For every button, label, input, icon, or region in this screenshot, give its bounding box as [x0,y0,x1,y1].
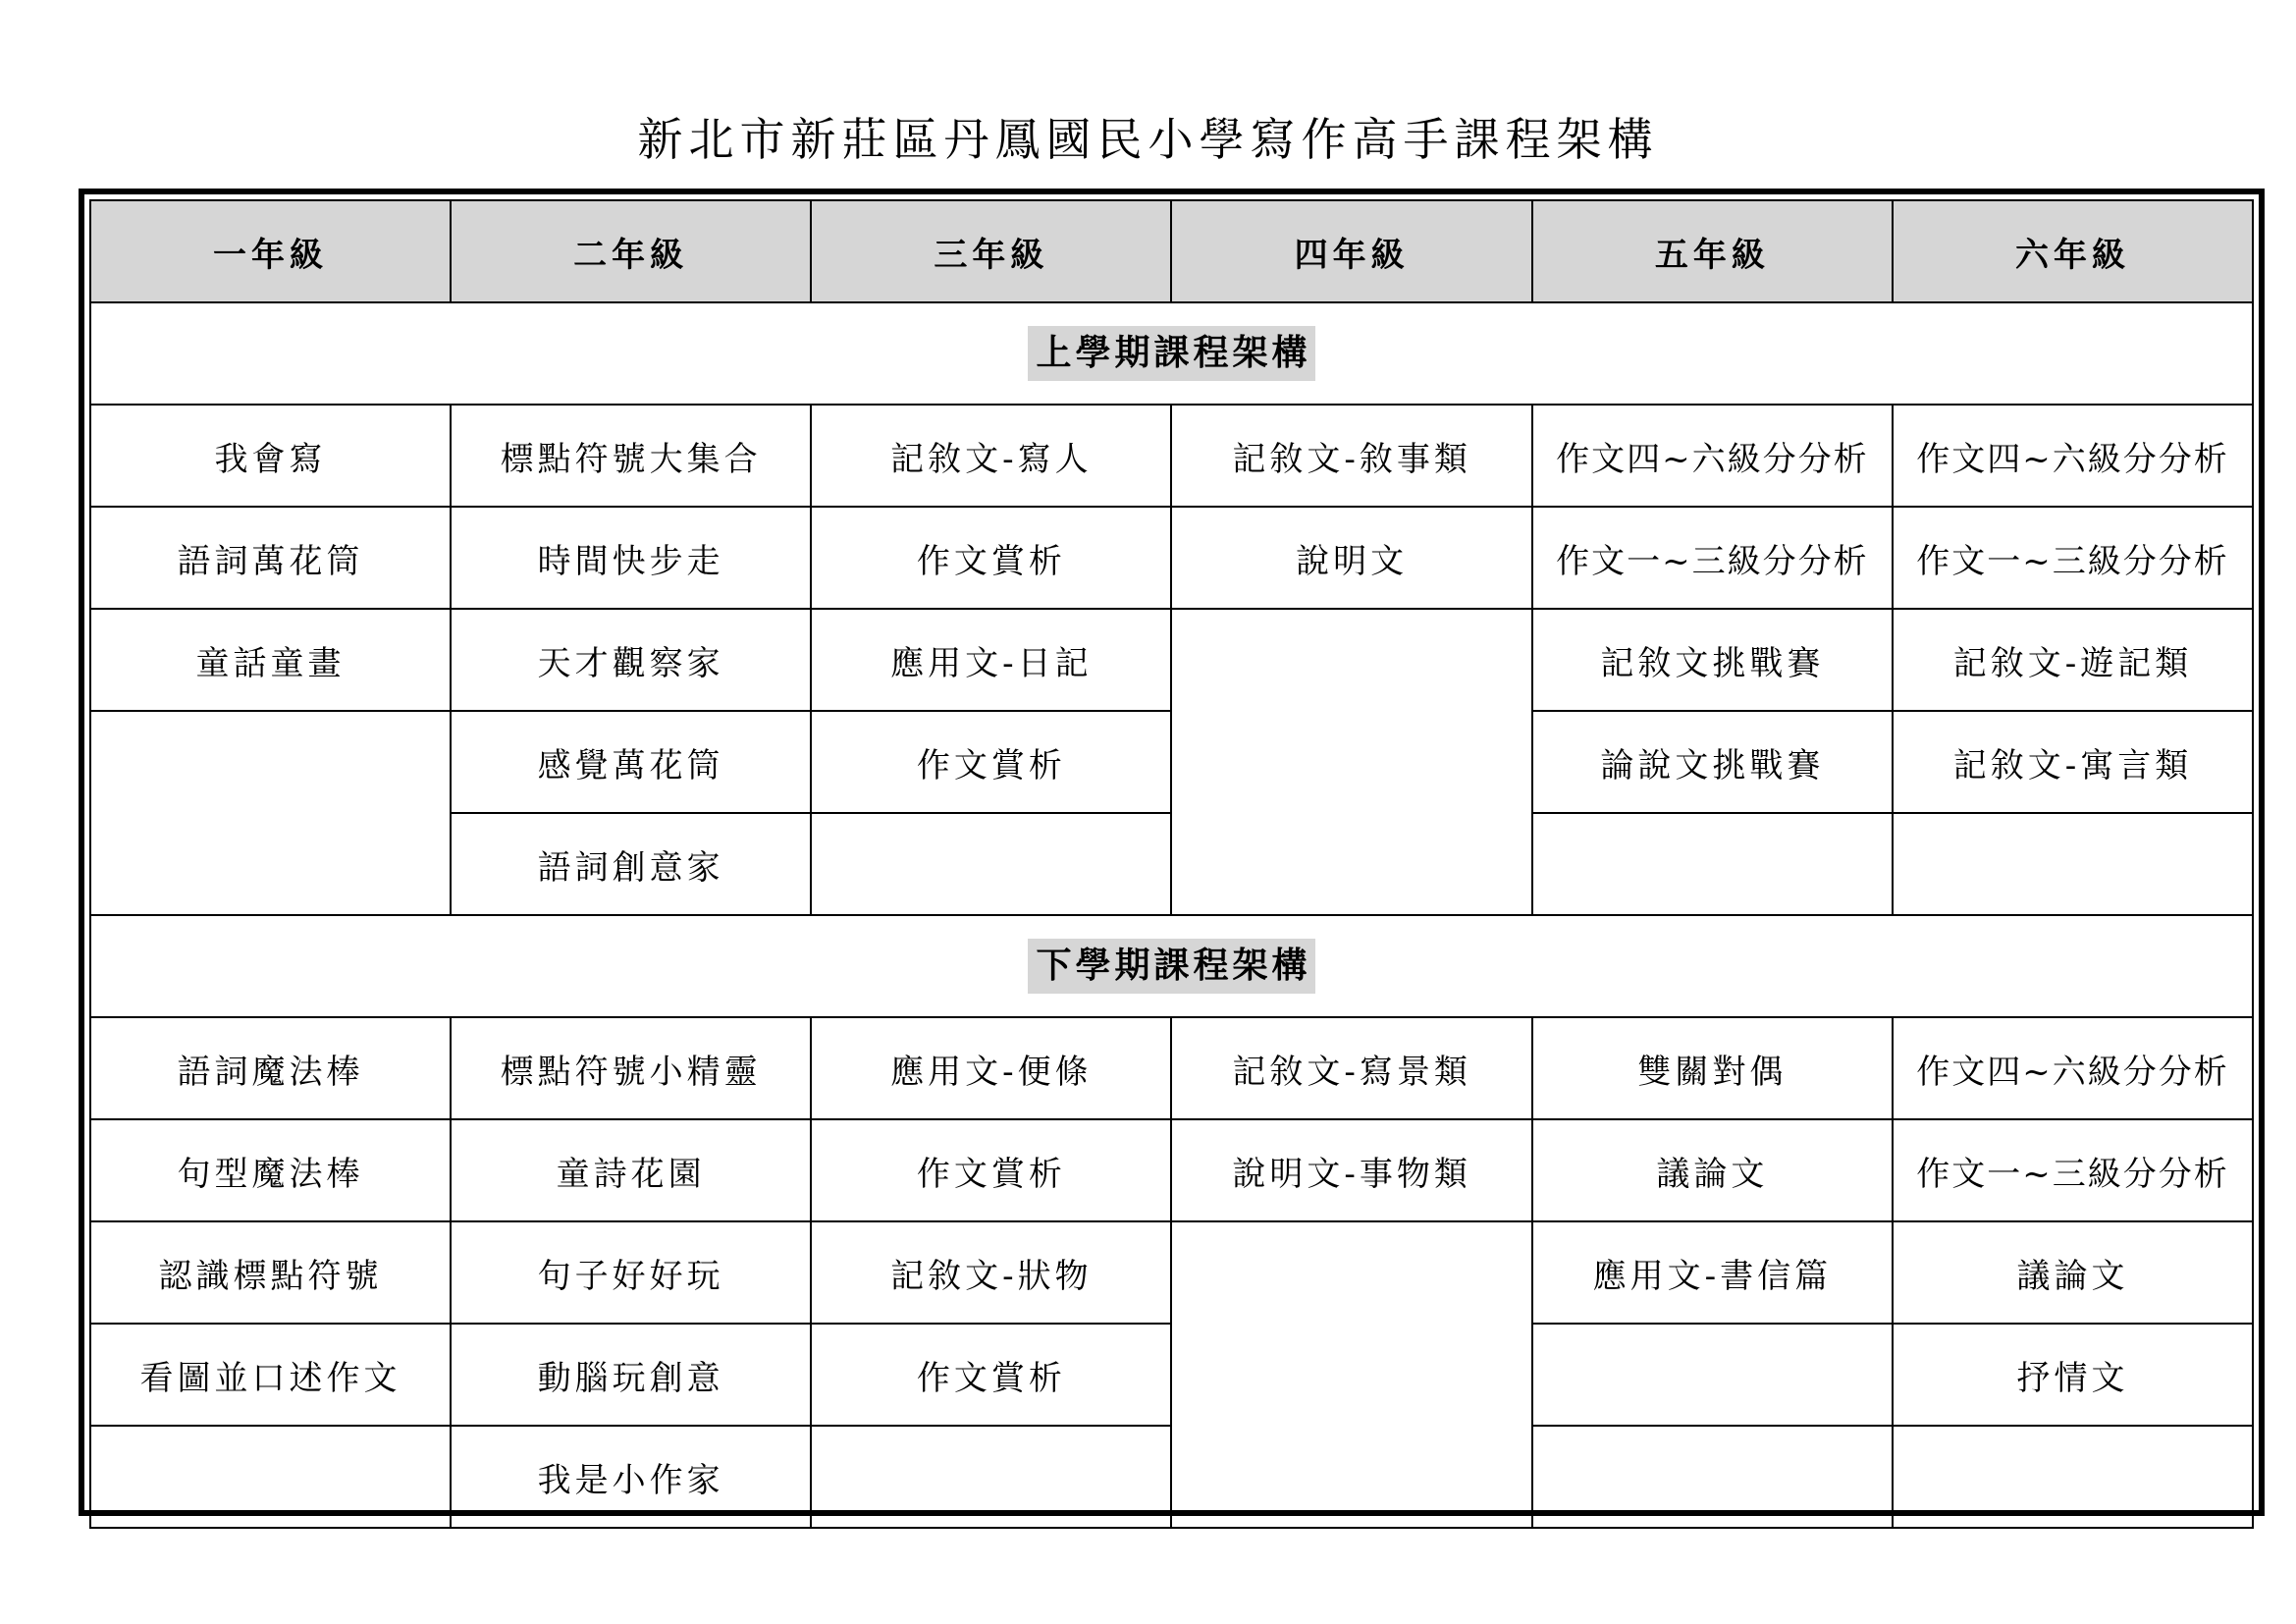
course-cell: 作文一~三級分分析 [1893,507,2253,609]
course-cell: 語詞萬花筒 [90,507,451,609]
table-row [90,609,2253,711]
course-cell: 記敘文-狀物 [811,1221,1171,1324]
course-cell: 認識標點符號 [90,1221,451,1324]
table-row [90,507,2253,609]
course-cell: 標點符號大集合 [451,405,811,507]
course-cell: 應用文-日記 [811,609,1171,711]
course-cell: 作文四~六級分分析 [1532,405,1893,507]
grade-header: 一年級 [90,200,451,302]
course-cell: 句型魔法棒 [90,1119,451,1221]
table-row [90,1221,2253,1324]
course-cell: 作文一~三級分分析 [1893,1119,2253,1221]
grade-header: 三年級 [811,200,1171,302]
course-cell: 雙關對偶 [1532,1017,1893,1119]
empty-cell [811,813,1171,915]
course-cell: 應用文-便條 [811,1017,1171,1119]
course-cell: 作文賞析 [811,1324,1171,1426]
table-row [90,1017,2253,1119]
empty-cell [90,1426,451,1528]
course-cell: 作文賞析 [811,711,1171,813]
semester-row [90,302,2253,405]
course-cell: 應用文-書信篇 [1532,1221,1893,1324]
empty-cell [1171,609,1531,915]
page-title: 新北市新莊區丹鳳國民小學寫作高手課程架構 [637,113,1659,166]
course-cell: 標點符號小精靈 [451,1017,811,1119]
empty-cell [1171,1221,1531,1528]
course-cell: 說明文 [1171,507,1531,609]
course-cell: 議論文 [1893,1221,2253,1324]
course-cell: 說明文-事物類 [1171,1119,1531,1221]
empty-cell [1532,1324,1893,1426]
table-row [90,1119,2253,1221]
course-cell: 議論文 [1532,1119,1893,1221]
course-cell: 童話童畫 [90,609,451,711]
course-cell: 動腦玩創意 [451,1324,811,1426]
course-cell: 作文賞析 [811,507,1171,609]
course-cell: 語詞創意家 [451,813,811,915]
grade-header-row [90,200,2253,302]
course-cell: 記敘文-寫景類 [1171,1017,1531,1119]
course-cell: 我是小作家 [451,1426,811,1528]
course-cell: 抒情文 [1893,1324,2253,1426]
table-row [90,405,2253,507]
course-cell: 時間快步走 [451,507,811,609]
empty-cell [1893,813,2253,915]
empty-cell [1532,813,1893,915]
course-cell: 語詞魔法棒 [90,1017,451,1119]
course-cell: 記敘文挑戰賽 [1532,609,1893,711]
course-cell: 作文四~六級分分析 [1893,405,2253,507]
empty-cell [811,1426,1171,1528]
curriculum-frame [79,189,2265,1516]
grade-header: 六年級 [1893,200,2253,302]
grade-header: 二年級 [451,200,811,302]
course-cell: 句子好好玩 [451,1221,811,1324]
semester-label-upper: 上學期課程架構 [1028,326,1314,381]
course-cell: 天才觀察家 [451,609,811,711]
semester-header-lower [90,915,2253,1017]
course-cell: 記敘文-敘事類 [1171,405,1531,507]
empty-cell [1532,1426,1893,1528]
semester-header-upper [90,302,2253,405]
course-cell: 作文四~六級分分析 [1893,1017,2253,1119]
course-cell: 作文賞析 [811,1119,1171,1221]
course-cell: 記敘文-寓言類 [1893,711,2253,813]
course-cell: 感覺萬花筒 [451,711,811,813]
empty-cell [90,711,451,915]
course-cell: 記敘文-遊記類 [1893,609,2253,711]
course-cell: 童詩花園 [451,1119,811,1221]
course-cell: 看圖並口述作文 [90,1324,451,1426]
grade-header: 四年級 [1171,200,1531,302]
course-cell: 記敘文-寫人 [811,405,1171,507]
course-cell: 作文一~三級分分析 [1532,507,1893,609]
curriculum-table [89,199,2254,1529]
semester-row [90,915,2253,1017]
course-cell: 我會寫 [90,405,451,507]
empty-cell [1893,1426,2253,1528]
semester-label-lower: 下學期課程架構 [1028,939,1314,994]
course-cell: 論說文挑戰賽 [1532,711,1893,813]
grade-header: 五年級 [1532,200,1893,302]
